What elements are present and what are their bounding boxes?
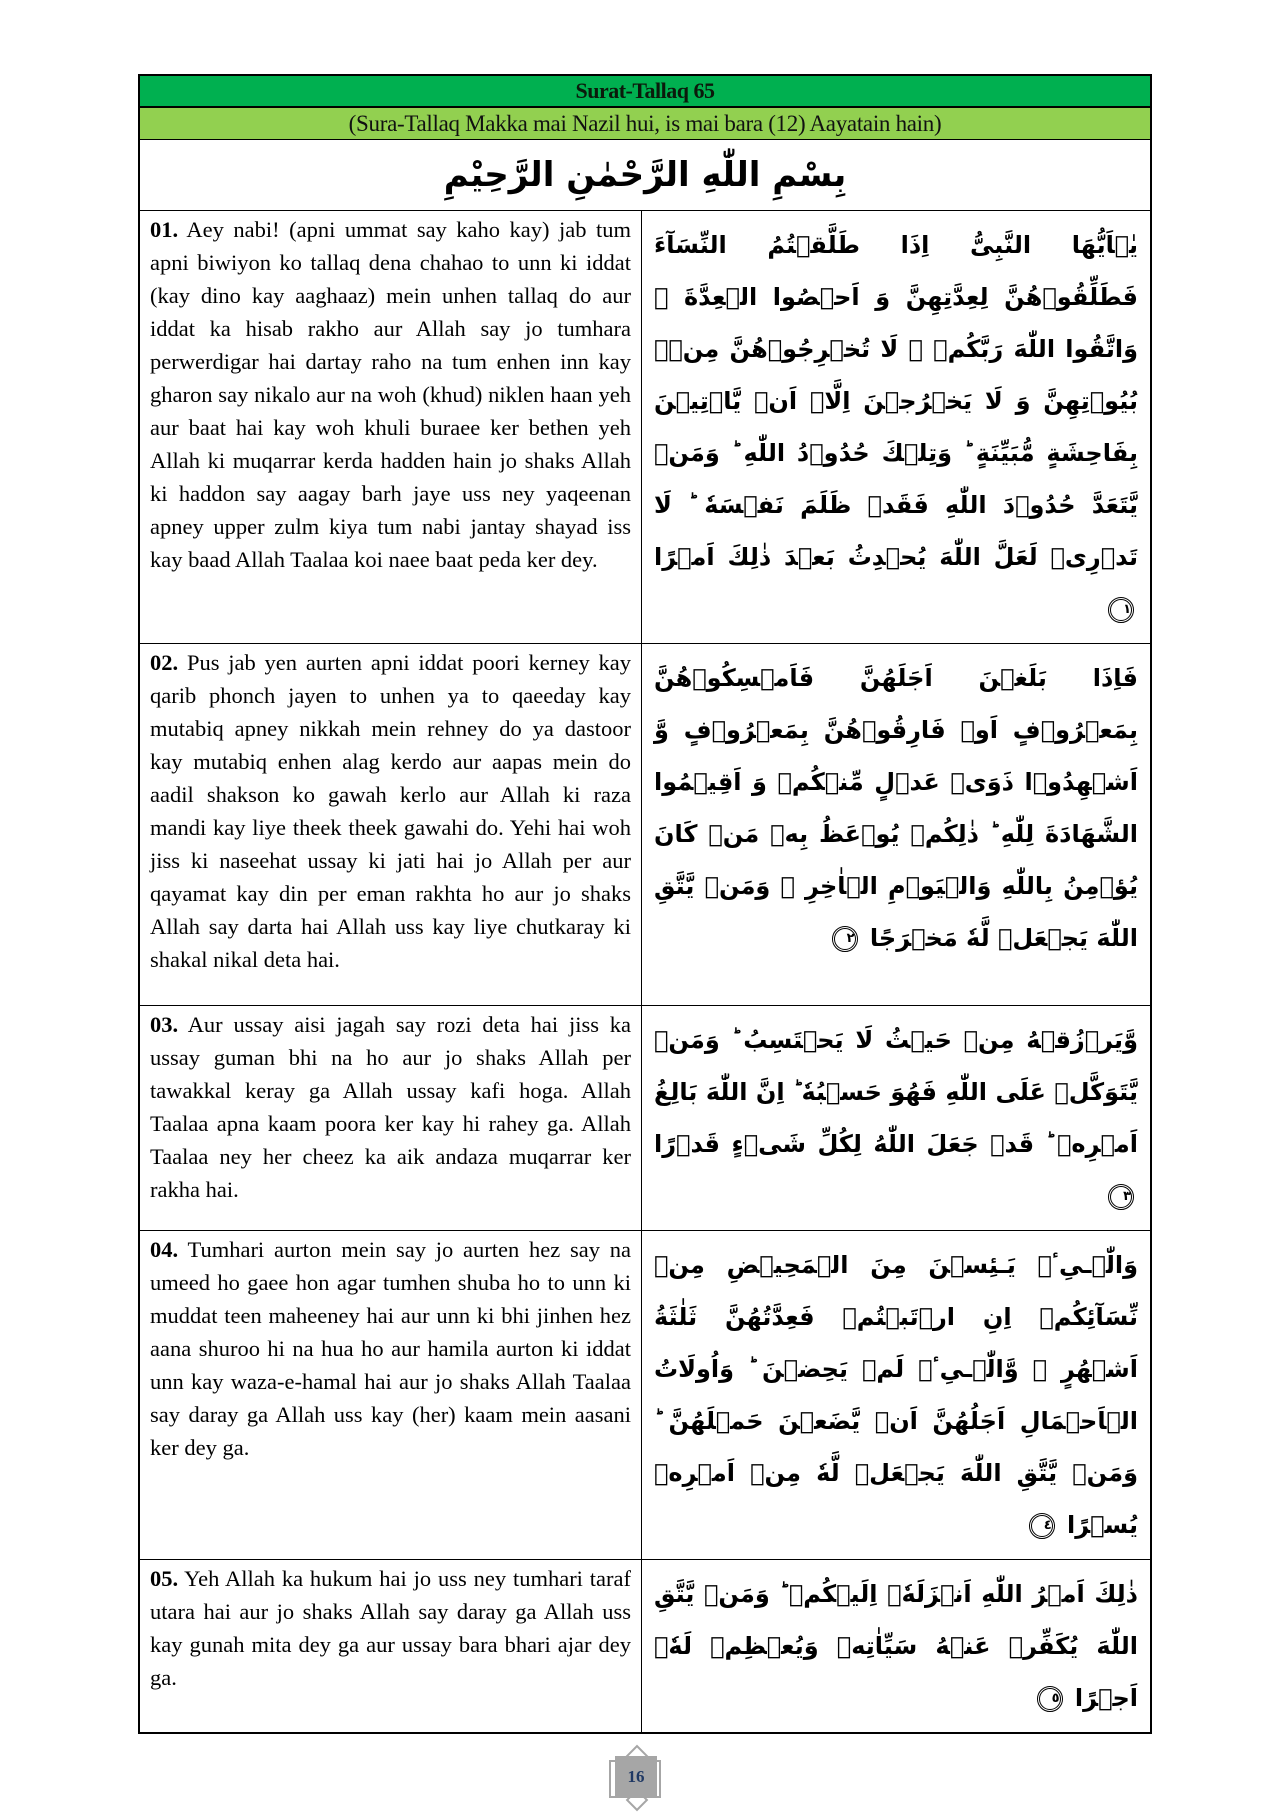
- ayah-translation-text: Pus jab yen aurten apni iddat poori kerney kay qarib phonch jayen to unhen ya to qaeeday kay mutabiq apney nikkah mein rehney do ya dastoor kay mutabiq enhen alag kerdo aur aapas mein do aadil shakson ko gawah kerlo aur Allah ki raza mandi kay liye theek theek gawahi do. Yehi hai woh jiss ki naseehat ussay ki jati hai jo Allah per aur qayamat kay din per eman rakhta ho aur jo shaks Allah say darta hai Allah uss kay liye chutkaray ki shakal nikal deta hai.: [150, 650, 632, 972]
- ayah-end-marker-icon: ٥: [1037, 1686, 1063, 1712]
- ayah-arabic-text: فَاِذَا بَلَغۡنَ اَجَلَهُنَّ فَاَمۡسِكُوۡهُنَّ بِمَعۡرُوۡفٍ اَوۡ فَارِقُوۡهُنَّ بِمَعۡرُوۡفٍ وَّ اَشۡهِدُوۡا ذَوَىۡ عَدۡلٍ مِّنۡكُمۡ وَ اَقِيۡمُوا الشَّهَادَةَ لِلّٰهِ ؕ ذٰلِكُمۡ يُوۡعَظُ بِهٖ مَنۡ كَانَ يُؤۡمِنُ بِاللّٰهِ وَالۡيَوۡمِ الۡاٰخِرِ ۬ وَمَنۡ يَّتَّقِ اللّٰهَ يَجۡعَلۡ لَّهٗ مَخۡرَجًا: [654, 664, 1138, 952]
- ayah-number: 01.: [150, 217, 179, 242]
- bismillah-row: [140, 140, 1150, 211]
- ayah-translation: [140, 211, 642, 643]
- surah-subtitle: (Sura-Tallaq Makka mai Nazil hui, is mai bara (12) Aayatain hain): [348, 110, 942, 136]
- ayah-number: 02.: [150, 650, 179, 675]
- bismillah: بِسْمِ اللّٰهِ الرَّحْمٰنِ الرَّحِيْمِ: [443, 155, 847, 195]
- ayah-translation: [140, 1006, 642, 1230]
- ayah-end-marker-icon: ٤: [1029, 1513, 1055, 1539]
- page-number-badge: [607, 1752, 663, 1802]
- ayah-row-5: [140, 1560, 1150, 1732]
- ayah-arabic: [642, 1231, 1150, 1559]
- ayah-row-1: [140, 211, 1150, 644]
- ayah-translation: [140, 1231, 642, 1559]
- ayah-arabic-text: يٰۤاَيُّهَا النَّبِىُّ اِذَا طَلَّقۡتُمُ النِّسَآءَ فَطَلِّقُوۡهُنَّ لِعِدَّتِهِنَّ وَ اَحۡصُوا الۡعِدَّةَ ۚ وَاتَّقُوا اللّٰهَ رَبَّكُمۡ ۚ لَا تُخۡرِجُوۡهُنَّ مِنۡۢ بُيُوۡتِهِنَّ وَ لَا يَخۡرُجۡنَ اِلَّاۤ اَنۡ يَّاۡتِيۡنَ بِفَاحِشَةٍ مُّبَيِّنَةٍ ؕ وَتِلۡكَ حُدُوۡدُ اللّٰهِ ؕ وَمَنۡ يَّتَعَدَّ حُدُوۡدَ اللّٰهِ فَقَدۡ ظَلَمَ نَفۡسَهٗ ؕ لَا تَدۡرِىۡ لَعَلَّ اللّٰهَ يُحۡدِثُ بَعۡدَ ذٰلِكَ اَمۡرًا: [654, 231, 1138, 571]
- ayah-end-marker-icon: ٣: [1108, 1184, 1134, 1210]
- ayah-number: 03.: [150, 1012, 179, 1037]
- surah-table: [138, 74, 1152, 1734]
- ayah-translation-text: Aur ussay aisi jagah say rozi deta hai jiss ka ussay guman bhi na ho aur jo shaks Allah per tawakkal keray ga Allah ussay kafi hoga. Allah Taalaa apna kaam poora ker kay hi rahey ga. Allah Taalaa ney her cheez ka aik andaza muqarrar ker rakha hai.: [150, 1012, 631, 1202]
- ayah-arabic-text: ذٰلِكَ اَمۡرُ اللّٰهِ اَنۡزَلَهٗۤ اِلَيۡكُمۡ ؕ وَمَنۡ يَّتَّقِ اللّٰهَ يُكَفِّرۡ عَنۡهُ سَيِّاٰتِهٖ وَيُعۡظِمۡ لَهٗۤ اَجۡرًا: [654, 1580, 1138, 1712]
- ayah-row-2: [140, 644, 1150, 1006]
- ayah-arabic: [642, 211, 1150, 643]
- ayah-translation: [140, 1560, 642, 1732]
- ayah-arabic-text: وَالّٰۤـىِٴۡ يَـئِسۡنَ مِنَ الۡمَحِيۡضِ مِنۡ نِّسَآئِكُمۡ اِنِ ارۡتَبۡتُمۡ فَعِدَّتُهُنَّ ثَلٰثَةُ اَشۡهُرٍ ۙ وَّالّٰۤـىِٴۡ لَمۡ يَحِضۡنَ ؕ وَاُولَاتُ الۡاَحۡمَالِ اَجَلُهُنَّ اَنۡ يَّضَعۡنَ حَمۡلَهُنَّ ؕ وَمَنۡ يَّتَّقِ اللّٰهَ يَجۡعَلۡ لَّهٗ مِنۡ اَمۡرِهٖ يُسۡرًا: [654, 1251, 1138, 1539]
- ayah-translation-text: Aey nabi! (apni ummat say kaho kay) jab tum apni biwiyon ko tallaq dena chahao to unn ki iddat (kay dino kay aaghaaz) mein unhen tallaq do aur iddat ka hisab rakho aur Allah say jo tumhara perwerdigar hai dartay raho na tum enhen inn kay gharon say nikalo aur na woh (khud) niklen haan yeh aur baat hai kay woh khuli buraee ker bethen yeh Allah ki muqarrar kerda hadden hain jo shaks Allah ki haddon say aagay barh jaye uss ney yaqeenan apney upper zulm kiya tum nabi jantay shayad iss kay baad Allah Taalaa koi naee baat peda ker dey.: [150, 217, 631, 572]
- ayah-end-marker-icon: ١: [1108, 597, 1134, 623]
- ayah-number: 04.: [150, 1237, 179, 1262]
- ayah-arabic: [642, 1560, 1150, 1732]
- ayah-number: 05.: [150, 1566, 179, 1591]
- ayah-translation: [140, 644, 642, 1005]
- page-number: 16: [627, 1767, 645, 1786]
- ayah-arabic: [642, 644, 1150, 1005]
- surah-title: Surat-Tallaq 65: [575, 78, 715, 103]
- footer: [138, 1752, 1152, 1816]
- ayah-arabic-text: وَّيَرۡزُقۡهُ مِنۡ حَيۡثُ لَا يَحۡتَسِبُ ؕ وَمَنۡ يَّتَوَكَّلۡ عَلَى اللّٰهِ فَهُوَ حَسۡبُهٗ ؕ اِنَّ اللّٰهَ بَالِغُ اَمۡرِهٖ ؕ قَدۡ جَعَلَ اللّٰهُ لِكُلِّ شَىۡءٍ قَدۡرًا: [654, 1026, 1138, 1158]
- ayah-end-marker-icon: ٢: [832, 926, 858, 952]
- ayah-translation-text: Yeh Allah ka hukum hai jo uss ney tumhari taraf utara hai aur jo shaks Allah say daray ga Allah uss kay gunah mita dey ga aur ussay bara bhari ajar dey ga.: [150, 1566, 631, 1690]
- surah-title-row: [140, 76, 1150, 108]
- ayah-row-4: [140, 1231, 1150, 1560]
- ayah-row-3: [140, 1006, 1150, 1231]
- surah-subtitle-row: [140, 108, 1150, 140]
- ayah-arabic: [642, 1006, 1150, 1230]
- ayah-translation-text: Tumhari aurton mein say jo aurten hez say na umeed ho gaee hon agar tumhen shuba ho to unn ki muddat teen maheeney hai aur unn ki bhi jinhen hez aana shuroo hi na hua ho aur hamila aurton ki iddat unn kay waza-e-hamal hai aur jo shaks Allah Taalaa say daray ga Allah uss kay (her) kaam mein aasani ker dey ga.: [150, 1237, 631, 1460]
